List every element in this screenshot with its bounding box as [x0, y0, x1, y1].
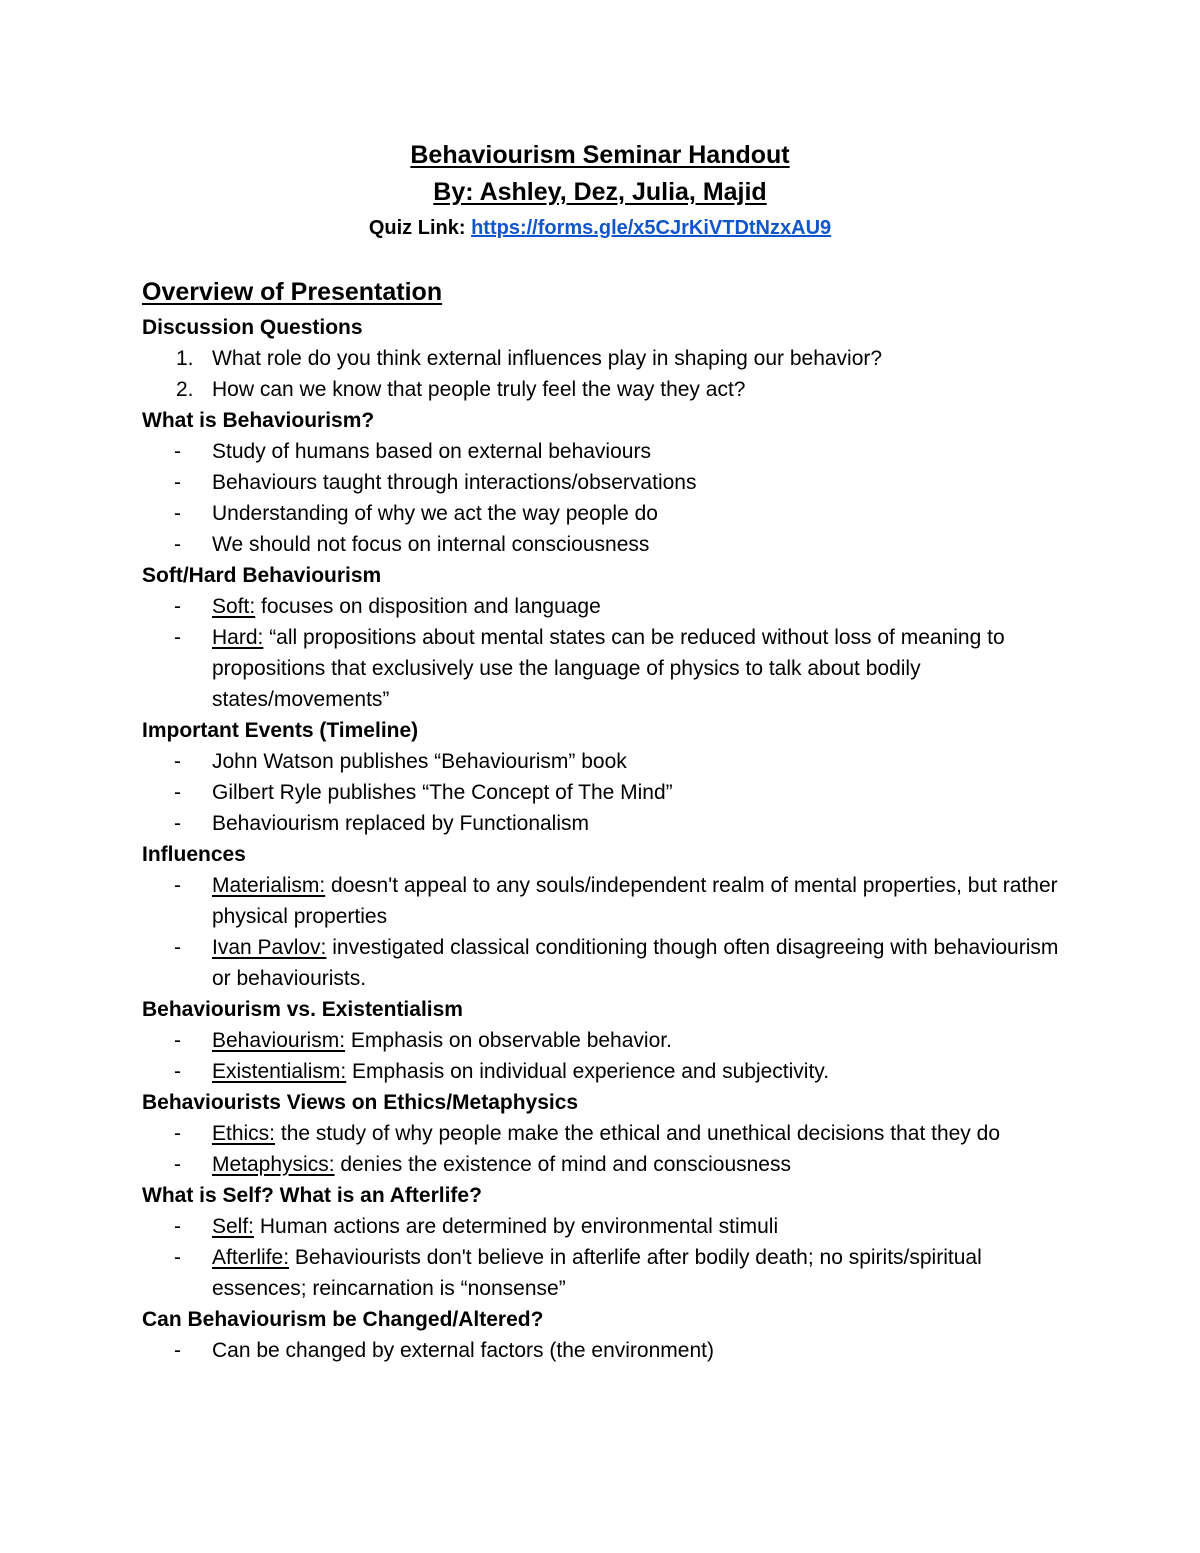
dash-bullet: -: [174, 936, 181, 959]
list-item-text: What role do you think external influences play in shaping our behavior?: [212, 347, 883, 370]
list-item: [142, 1056, 1082, 1087]
bullet-list: [142, 1118, 1082, 1180]
section-heading: Important Events (Timeline): [142, 719, 419, 742]
document-body: [142, 272, 1082, 1366]
document-authors: By: Ashley, Dez, Julia, Majid: [433, 178, 767, 206]
bullet-list: [142, 591, 1082, 715]
dash-bullet: -: [174, 1215, 181, 1238]
quiz-link-line: [0, 217, 1200, 240]
term-label: Soft:: [212, 595, 256, 618]
dash-bullet: -: [174, 471, 181, 494]
list-item: [142, 436, 1082, 467]
list-item: [142, 529, 1082, 560]
list-item-text: How can we know that people truly feel the way they act?: [212, 378, 746, 401]
dash-bullet: -: [174, 874, 181, 897]
dash-bullet: -: [174, 502, 181, 525]
term-label: Ethics:: [212, 1122, 276, 1145]
term-label: Behaviourism:: [212, 1029, 346, 1052]
list-number: 1.: [176, 347, 194, 370]
list-item: [142, 808, 1082, 839]
term-description: investigated classical conditioning though often disagreeing with behaviourism or behaviourists.: [212, 936, 1059, 990]
term-label: Hard:: [212, 626, 264, 649]
term-label: Metaphysics:: [212, 1153, 335, 1176]
term-description: denies the existence of mind and consciousness: [334, 1153, 791, 1176]
list-item: [142, 1118, 1082, 1149]
term-label: Afterlife:: [212, 1246, 290, 1269]
section-heading: Behaviourism vs. Existentialism: [142, 998, 463, 1021]
term-description: Emphasis on individual experience and subjectivity.: [346, 1060, 830, 1083]
section-heading: What is Behaviourism?: [142, 409, 375, 432]
dash-bullet: -: [174, 595, 181, 618]
list-item: [142, 622, 1082, 715]
document-title: Behaviourism Seminar Handout: [410, 141, 790, 169]
list-item-text: Understanding of why we act the way people do: [212, 502, 658, 525]
list-item: [142, 746, 1082, 777]
bullet-list: [142, 1335, 1082, 1366]
list-item-text: Study of humans based on external behaviours: [212, 440, 651, 463]
section-heading: Discussion Questions: [142, 316, 363, 339]
dash-bullet: -: [174, 1246, 181, 1269]
term-description: focuses on disposition and language: [255, 595, 601, 618]
list-item: [142, 870, 1082, 932]
list-item-text: We should not focus on internal consciousness: [212, 533, 650, 556]
dash-bullet: -: [174, 1029, 181, 1052]
list-item: [142, 1149, 1082, 1180]
list-number: 2.: [176, 378, 194, 401]
list-item-text: John Watson publishes “Behaviourism” book: [212, 750, 627, 773]
term-description: “all propositions about mental states can be reduced without loss of meaning to propositions that exclusively use the language of physics to talk about bodily states/movements”: [212, 626, 1005, 711]
section-heading: Can Behaviourism be Changed/Altered?: [142, 1308, 544, 1331]
dash-bullet: -: [174, 750, 181, 773]
bullet-list: [142, 1211, 1082, 1304]
list-item: [142, 467, 1082, 498]
list-item: [142, 374, 1082, 405]
numbered-list: [142, 343, 1082, 405]
bullet-list: [142, 1025, 1082, 1087]
dash-bullet: -: [174, 1339, 181, 1362]
bullet-list: [142, 436, 1082, 560]
section-heading: What is Self? What is an Afterlife?: [142, 1184, 482, 1207]
dash-bullet: -: [174, 626, 181, 649]
list-item: [142, 343, 1082, 374]
bullet-list: [142, 746, 1082, 839]
quiz-link[interactable]: https://forms.gle/x5CJrKiVTDtNzxAU9: [471, 217, 832, 239]
list-item: [142, 1335, 1082, 1366]
term-label: Ivan Pavlov:: [212, 936, 327, 959]
list-item: [142, 1242, 1082, 1304]
dash-bullet: -: [174, 1122, 181, 1145]
term-description: Human actions are determined by environmental stimuli: [254, 1215, 779, 1238]
section-heading: Influences: [142, 843, 246, 866]
overview-heading: Overview of Presentation: [142, 278, 443, 306]
list-item-text: Gilbert Ryle publishes “The Concept of The Mind”: [212, 781, 673, 804]
dash-bullet: -: [174, 1060, 181, 1083]
term-description: doesn't appeal to any souls/independent realm of mental properties, but rather physical properties: [212, 874, 1058, 928]
section-heading: Soft/Hard Behaviourism: [142, 564, 382, 587]
term-label: Existentialism:: [212, 1060, 347, 1083]
dash-bullet: -: [174, 781, 181, 804]
term-label: Materialism:: [212, 874, 326, 897]
dash-bullet: -: [174, 440, 181, 463]
list-item: [142, 932, 1082, 994]
section-heading: Behaviourists Views on Ethics/Metaphysics: [142, 1091, 579, 1114]
list-item-text: Can be changed by external factors (the environment): [212, 1339, 714, 1362]
list-item: [142, 498, 1082, 529]
bullet-list: [142, 870, 1082, 994]
list-item: [142, 777, 1082, 808]
term-description: the study of why people make the ethical and unethical decisions that they do: [275, 1122, 1000, 1145]
list-item: [142, 1211, 1082, 1242]
term-description: Emphasis on observable behavior.: [345, 1029, 672, 1052]
list-item-text: Behaviours taught through interactions/observations: [212, 471, 697, 494]
dash-bullet: -: [174, 533, 181, 556]
list-item: [142, 591, 1082, 622]
quiz-label: Quiz Link:: [368, 217, 466, 239]
dash-bullet: -: [174, 812, 181, 835]
term-description: Behaviourists don't believe in afterlife after bodily death; no spirits/spiritual essences; reincarnation is “nonsense”: [212, 1246, 982, 1300]
list-item: [142, 1025, 1082, 1056]
term-label: Self:: [212, 1215, 255, 1238]
list-item-text: Behaviourism replaced by Functionalism: [212, 812, 590, 835]
dash-bullet: -: [174, 1153, 181, 1176]
